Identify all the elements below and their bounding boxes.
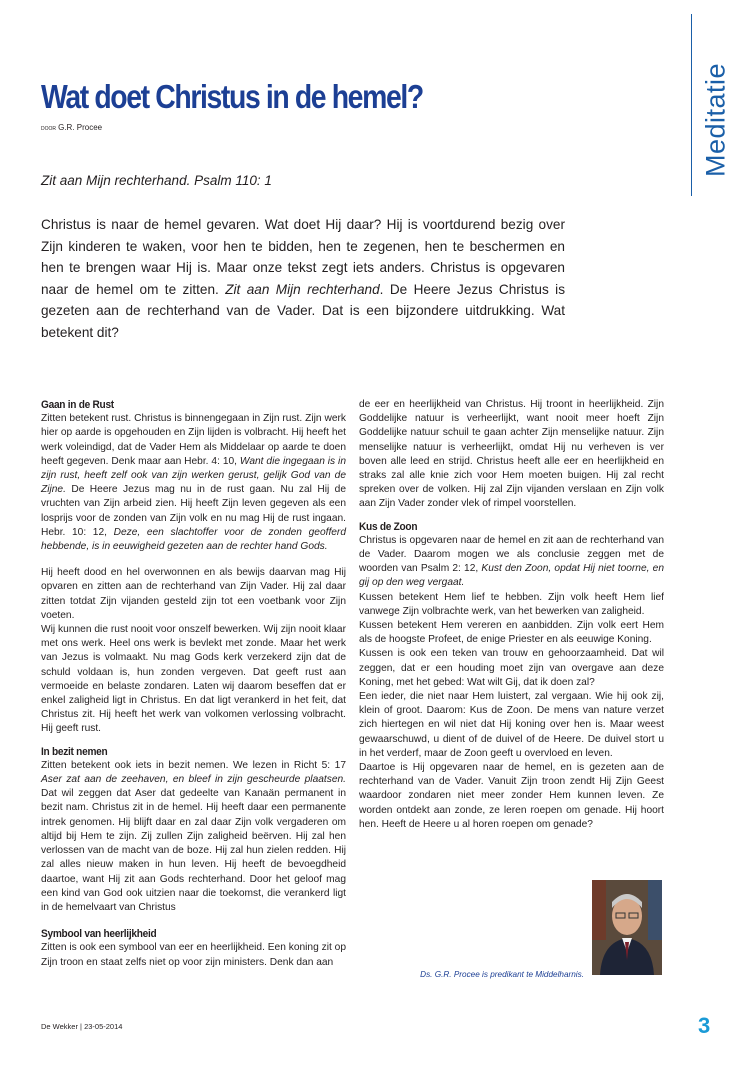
paragraph: Zitten betekent rust. Christus is binnengegaan in Zijn rust. Zijn werk hier op aarde is opgehouden en Zijn lijden is volbracht. Hij heeft het werk voleindigd, dat de Vader Hem als Middelaar op aarde te doen heeft gegeven. Denk maar aan Hebr. 4: 10, Want die ingegaan is in zijn rust, heeft zelf ook van zijn werken gerust, gelijk God van de Zijne. De Heere Jezus mag nu in de rust gaan. Nu zal Hij de vruchten van Zijn arbeid zien. Hij heeft Zijn leven gegeven als een losprijs voor de zonden van Zijn volk en nu mag Hij de rust ingaan. Hebr. 10: 12, Deze, een slachtoffer voor de zonden geofferd hebbende, is in eeuwigheid gezeten aan de rechter hand Gods. bbox=[41, 413, 346, 553]
paragraph: Christus is opgevaren naar de hemel en zit aan de rechterhand van de Vader. Daarom mogen we als conclusie zeggen met de woorden van Psalm 2: 12, Kust den Zoon, opdat Hij niet toorne, en gij op den weg vergaat. bbox=[359, 534, 664, 589]
paragraph: Wij kunnen die rust nooit voor onszelf bewerken. Wij zijn nooit klaar met ons werk. Heel ons werk is bevlekt met zonde. Maar het werk van Jezus is volmaakt. Nu mag Gods kerk verzekerd zijn dat de schuld voldaan is, hun zonden vergeven. Dat geeft rust aan vermoeide en belaste zondaren. Laten wij daarom beseffen dat er enkel zaligheid ligt in Christus. En dat ligt verankerd in het feit, dat Christus zit. Hij heeft het werk van volkomen verlossing volbracht. Hij geeft rust. bbox=[41, 624, 346, 735]
column-right bbox=[359, 398, 664, 832]
section-heading: Kus de Zoon bbox=[359, 520, 418, 533]
article-title: Wat doet Christus in de hemel? bbox=[41, 78, 423, 115]
page-number: 3 bbox=[698, 1013, 711, 1038]
paragraph: Kussen betekent Hem vereren en aanbidden. Zijn volk eert Hem als de hoogste Profeet, de enige Priester en als eeuwige Koning. bbox=[359, 620, 664, 646]
column-left bbox=[41, 398, 346, 969]
paragraph: Kussen is ook een teken van trouw en gehoorzaamheid. Dat wil zeggen, dat er een houding moet zijn van overgave aan deze Koning, met het gebed: Wat wilt Gij, dat ik doen zal? bbox=[359, 648, 664, 688]
section-label: Meditatie bbox=[700, 62, 731, 178]
footer-publication: De Wekker | 23-05-2014 bbox=[41, 1022, 123, 1031]
section-heading: In bezit nemen bbox=[41, 745, 108, 758]
intro-paragraph: Christus is naar de hemel gevaren. Wat doet Hij daar? Hij is voortdurend bezig over Zijn kinderen te waken, voor hen te bidden, hen te zegenen, hen te beschermen en hen te brengen waar Hij is. Maar onze tekst zegt iets anders. Christus is opgevaren naar de hemel om te zitten. Zit aan Mijn rechterhand. De Heere Jezus Christus is gezeten aan de rechterhand van de Vader. Dat is een bijzondere uitdrukking. Wat betekent dit? bbox=[41, 217, 565, 340]
byline bbox=[41, 123, 102, 132]
photo-caption: Ds. G.R. Procee is predikant te Middelharnis. bbox=[420, 970, 584, 979]
side-rule bbox=[691, 14, 692, 196]
byline-prefix: door bbox=[41, 125, 56, 132]
paragraph: Kussen betekent Hem lief te hebben. Zijn volk heeft Hem lief vanwege Zijn volbrachte werk, van het bewerken van zaligheid. bbox=[359, 591, 664, 617]
paragraph: Daartoe is Hij opgevaren naar de hemel, en is gezeten aan de rechterhand van de Vader. Vanuit Zijn troon zendt Hij Zijn Geest waardoor zondaren niet meer zonder Hem kunnen leven. Ze worden ontdekt aan zonde, ze leren roepen om genade. Hij hoort hen. Heeft de Heere u al horen roepen om genade? bbox=[359, 762, 664, 830]
scripture-quote: Zit aan Mijn rechterhand. Psalm 110: 1 bbox=[41, 173, 272, 188]
section-heading: Symbool van heerlijkheid bbox=[41, 928, 157, 941]
section-heading: Gaan in de Rust bbox=[41, 399, 114, 411]
paragraph: Een ieder, die niet naar Hem luistert, zal vergaan. Wie hij ook zij, klein of groot. Daarom: Kus de Zoon. De mens van nature verzet zich hiertegen en wil niet dat Hij koning over hen is. Maar weest gewaarschuwd, u dient of de duivel of de Heere. De duivel stort u in het verderf, maar de Zoon geeft u overvloed en leven. bbox=[359, 691, 664, 759]
paragraph: Hij heeft dood en hel overwonnen en als bewijs daarvan mag Hij opvaren en zitten aan de rechterhand van Zijn Vader. Hij zal daar zitten totdat Zijn vijanden gesteld zijn tot een voetbank voor Zijn voeten. bbox=[41, 567, 346, 621]
paragraph: Zitten is ook een symbool van eer en heerlijkheid. Een koning zit op Zijn troon en staat zelfs niet op voor zijn ministers. Denk dan aan bbox=[41, 942, 346, 968]
byline-author: G.R. Procee bbox=[58, 123, 103, 132]
author-photo bbox=[592, 880, 662, 975]
paragraph: Zitten betekent ook iets in bezit nemen. We lezen in Richt 5: 17 Aser zat aan de zeehaven, en bleef in zijn gescheurde plaatsen. Dat wil zeggen dat Aser dat gedeelte van Kanaän permanent in bezit nam. Christus zit in de hemel. Hij heeft daar een permanente intrek genomen. Hij blijft daar en zal daar Zijn volk vergaderen om altijd bij Hem te zijn. Zij zullen Zijn zaligheid beërven. Hij zal hen verlossen van de macht van de boze. Hij zal hun zielen redden. Hij zal alles nieuw maken in hun leven. Hij heeft de bevoegdheid daartoe, want Hij zit aan Gods rechterhand. Door het geloof mag een kind van God ook uitzien naar die toekomst, die verankerd ligt in de hemelvaart van Christus bbox=[41, 759, 346, 913]
portrait-image bbox=[592, 880, 662, 975]
paragraph-continued: de eer en heerlijkheid van Christus. Hij troont in heerlijkheid. Zijn Goddelijke natuur is verheerlijkt, want nooit meer hoeft Zijn Goddelijke natuur schuil te gaan achter Zijn menselijke natuur. Zijn menselijke natuur is verheerlijkt, omdat Hij nu verheven is ver boven alle leed en strijd. Christus heeft alle eer en heerlijkheid en straks zal alle knie zich voor Hem moeten buigen. Hij zal recht spreken over de volken. Hij zal Zijn vijanden verslaan en Zijn volk aan Zijn Vader zonder vlek of rimpel voorstellen. bbox=[359, 399, 664, 510]
